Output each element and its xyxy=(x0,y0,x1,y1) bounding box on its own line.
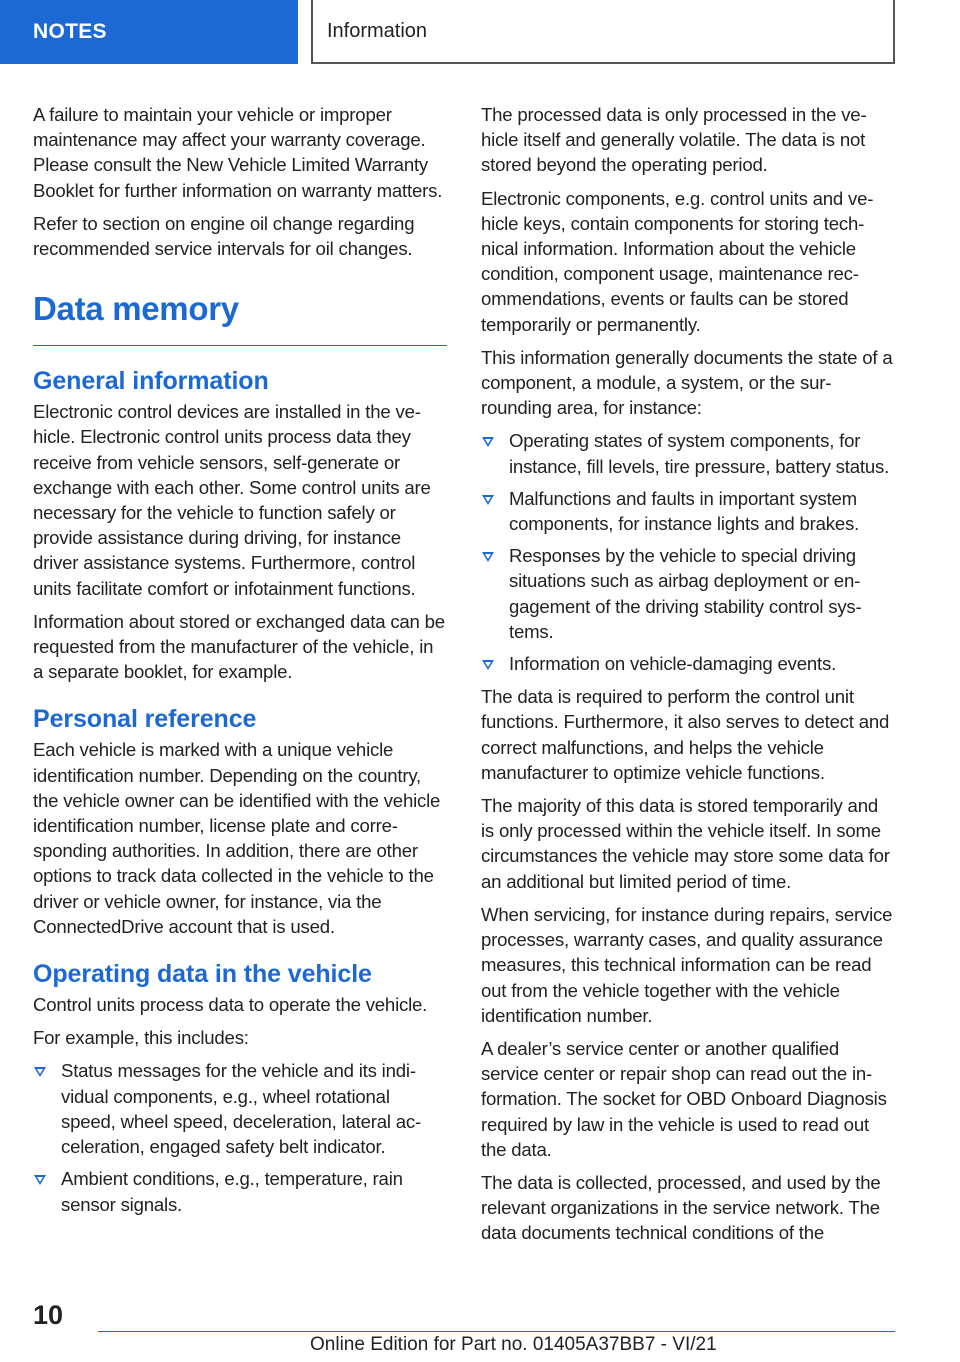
list-item-text: Malfunctions and faults in important system components, for instance lights and brakes. xyxy=(509,487,860,535)
left-column xyxy=(33,102,447,1225)
list-item-text: Information on vehicle-damaging events. xyxy=(509,653,837,675)
heading-operating-data: Operating data in the vehicle xyxy=(33,960,372,989)
body-paragraph: The majority of this data is stored temporarily and is only processed within the vehicle itself. In some circumstances the vehicle may store some data for an additional but limited period of time. xyxy=(481,795,890,892)
list-item xyxy=(481,428,895,478)
list-item xyxy=(33,1058,447,1159)
bullet-list xyxy=(33,1058,447,1216)
chapter-tab[interactable]: NOTES xyxy=(0,0,298,64)
body-paragraph: The processed data is only processed in the vehicle itself and generally volatile. The data is not stored beyond the operating period. xyxy=(481,104,867,176)
list-item-text: Ambient conditions, e.g., temperature, rain sensor signals. xyxy=(61,1168,403,1215)
list-item-text: Status messages for the vehicle and its individual components, e.g., wheel rotational speed, wheel speed, deceleration, lateral acceleration, engaged safety belt indicator. xyxy=(61,1060,422,1158)
body-paragraph: Information about stored or exchanged data can be requested from the manufacturer of the vehicle, in a separate booklet, for example. xyxy=(33,610,445,683)
section-title: Information xyxy=(311,0,895,64)
bullet-triangle-icon xyxy=(482,437,494,447)
body-paragraph: When servicing, for instance during repairs, service processes, warranty cases, and quality assurance measures, this technical information can be read out from the vehicle together with the vehicle identification number. xyxy=(481,903,893,1026)
list-item xyxy=(481,543,895,644)
list-item xyxy=(33,1166,447,1216)
list-item xyxy=(481,651,895,676)
body-paragraph: Electronic components, e.g. control units and vehicle keys, contain components for storing technical information. Information about the vehicle condition, component usage, maintenance recommendations, events or faults can be stored temporarily or permanently. xyxy=(481,187,874,335)
body-paragraph: Electronic control devices are installed in the vehicle. Electronic control units process data they receive from vehicle sensors, self-generate or exchange with each other. Some control units are necessary for the vehicle to function safely or provide assistance during driving, for instance driver assistance systems. Furthermore, control units facilitate comfort or infotainment functions. xyxy=(33,401,431,599)
body-paragraph: For example, this includes: xyxy=(33,1027,249,1049)
list-item-text: Responses by the vehicle to special driving situations such as airbag deployment or engagement of the driving stability control systems. xyxy=(509,545,862,642)
intro-paragraph: A failure to maintain your vehicle or improper maintenance may affect your warranty coverage. Please consult the New Vehicle Limited Warranty Booklet for further information on warranty matters. xyxy=(33,104,443,201)
body-paragraph: A dealer’s service center or another qualified service center or repair shop can read out the information. The socket for OBD Onboard Diagnosis required by law in the vehicle is used to read out the data. xyxy=(481,1037,887,1160)
body-paragraph: The data is required to perform the control unit functions. Furthermore, it also serves to detect and correct malfunctions, and helps the vehicle manufacturer to optimize vehicle functions. xyxy=(481,686,890,783)
body-paragraph: Each vehicle is marked with a unique vehicle identification number. Depending on the country, the vehicle owner can be identified with the vehicle identification number, license plate and corresponding authorities. In addition, there are other options to track data collected in the vehicle to the driver or vehicle owner, for instance, via the ConnectedDrive account that is used. xyxy=(33,739,441,937)
body-paragraph: This information generally documents the state of a component, a module, a system, or the surrounding area, for instance: xyxy=(481,346,893,419)
heading-general-information: General information xyxy=(33,367,269,396)
bullet-triangle-icon xyxy=(482,660,494,670)
bullet-triangle-icon xyxy=(482,495,494,505)
edition-footer: Online Edition for Part no. 01405A37BB7 - VI/21 xyxy=(310,1334,717,1355)
heading-personal-reference: Personal reference xyxy=(33,705,257,734)
right-column xyxy=(481,102,895,1254)
body-paragraph: The data is collected, processed, and used by the relevant organizations in the service network. The data documents technical conditions of the xyxy=(481,1171,881,1244)
list-item-text: Operating states of system components, for instance, fill levels, tire pressure, battery status. xyxy=(509,430,890,477)
intro-paragraph: Refer to section on engine oil change regarding recommended service intervals for oil changes. xyxy=(33,212,415,260)
bullet-list xyxy=(481,428,895,676)
bullet-triangle-icon xyxy=(482,552,494,562)
body-paragraph: Control units process data to operate the vehicle. xyxy=(33,994,428,1016)
list-item xyxy=(481,486,895,536)
bullet-triangle-icon xyxy=(34,1067,46,1077)
bullet-triangle-icon xyxy=(34,1175,46,1185)
page-number: 10 xyxy=(33,1300,64,1330)
chapter-title: Data memory xyxy=(33,289,447,346)
footer-divider xyxy=(98,1331,895,1332)
